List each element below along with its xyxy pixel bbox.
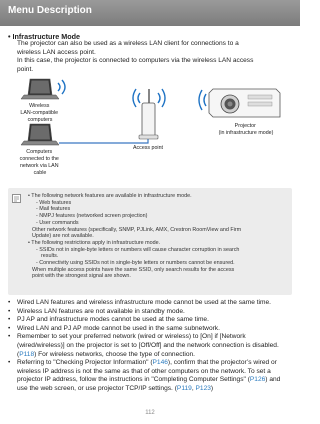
wireless-computers-label: Wireless LAN-compatible computers <box>20 103 59 123</box>
bullet-list <box>8 299 292 394</box>
note-line: Update) are not available. <box>32 233 94 240</box>
note-line: When multiple access points have the same SSID, only search results for the access <box>32 266 235 273</box>
list-item: • PJ AP and infrastructure modes cannot be used at the same time. <box>8 316 292 325</box>
list-item <box>8 333 292 359</box>
note-line: • The following restrictions apply in infrastructure mode. <box>28 239 161 246</box>
note-line: - User commands <box>36 219 79 226</box>
wireless-signal-icon <box>58 80 65 94</box>
page-link-p126[interactable]: P126 <box>249 376 266 384</box>
note-box <box>8 188 292 295</box>
list-item: • Wired LAN features and wireless infrastructure mode cannot be used at the same time. <box>8 299 292 308</box>
access-point-label: Access point <box>132 145 164 151</box>
page-link-p123[interactable]: P123 <box>195 384 211 392</box>
bullet-text: ) For wireless networks, choose the type of connection. <box>34 350 196 358</box>
bullet-text: ), confirm that the projector’s wired or wireless IP address is not the same as that of other computers on the network. To set a projector IP address, follow the instructions in "Completing Computer Settings" ( <box>17 359 277 384</box>
note-line: • The following network features are available in infrastructure mode. <box>28 193 192 199</box>
list-item <box>8 359 292 393</box>
page-link-p119[interactable]: P119 <box>176 384 192 392</box>
wired-computers-label: Computers connected to the network via LAN cable <box>19 149 59 176</box>
projector-icon <box>209 89 280 117</box>
section-title: • Infrastructure Mode <box>8 32 81 41</box>
page-number: 112 <box>145 410 155 416</box>
note-line: Other network features (specifically, SNMP, PJLink, AMX, Crestron RoomView and Firm <box>32 226 242 233</box>
note-text <box>28 193 286 280</box>
note-line: - Mail features <box>36 206 71 213</box>
bullet-text: , <box>191 384 196 392</box>
wired-laptop-icon <box>21 124 59 145</box>
memo-icon <box>12 194 21 203</box>
section-body-line: wireless LAN access point. <box>17 48 96 56</box>
bullet-text: Remember to set your preferred network (wired or wireless) to [On] if [Network (wired/wireless)] on the projector is set to [Off/Off] and the network connection is disabled. ( <box>17 333 279 358</box>
note-line: - Connectivity using SSIDs not in single-byte letters or numbers cannot be ensured. <box>36 260 235 267</box>
projector-signal-icon <box>199 90 206 110</box>
projector-label: Projector (in infrastructure mode) <box>218 123 274 136</box>
network-diagram <box>8 77 292 180</box>
list-item: • Wired LAN and PJ AP mode cannot be used in the same subnetwork. <box>8 325 292 334</box>
wireless-laptop-icon <box>21 79 59 99</box>
section-body <box>17 40 289 74</box>
section-body-line: point. <box>17 65 34 73</box>
note-line: - Web features <box>36 199 72 206</box>
page-link-p146[interactable]: P146 <box>152 359 168 367</box>
section-body-line: The projector can also be used as a wireless LAN client for connections to a <box>17 40 239 47</box>
bullet-text: ) <box>210 384 214 392</box>
bullet-text: ) and use the web screen, or use projector TCP/IP settings. ( <box>17 376 281 392</box>
note-line: - NMPJ features (networked screen projection) <box>36 213 148 220</box>
bullet-text: Referring to "Checking Projector Information" ( <box>17 359 153 367</box>
page-header <box>0 0 300 26</box>
header-title: Menu Description <box>8 5 92 16</box>
lan-cable <box>59 137 148 143</box>
list-item: • Wireless LAN features are not available in standby mode. <box>8 308 292 317</box>
section-body-line: In this case, the projector is connected to computers via the wireless LAN access <box>17 57 254 65</box>
note-line: results. <box>41 253 59 260</box>
note-line: point with the strongest signal are shown. <box>32 273 131 280</box>
note-line: - SSIDs not in single-byte letters or numbers will cause character corruption in search <box>36 246 240 253</box>
access-point-icon <box>139 89 158 139</box>
page-link-p118[interactable]: P118 <box>19 350 35 358</box>
